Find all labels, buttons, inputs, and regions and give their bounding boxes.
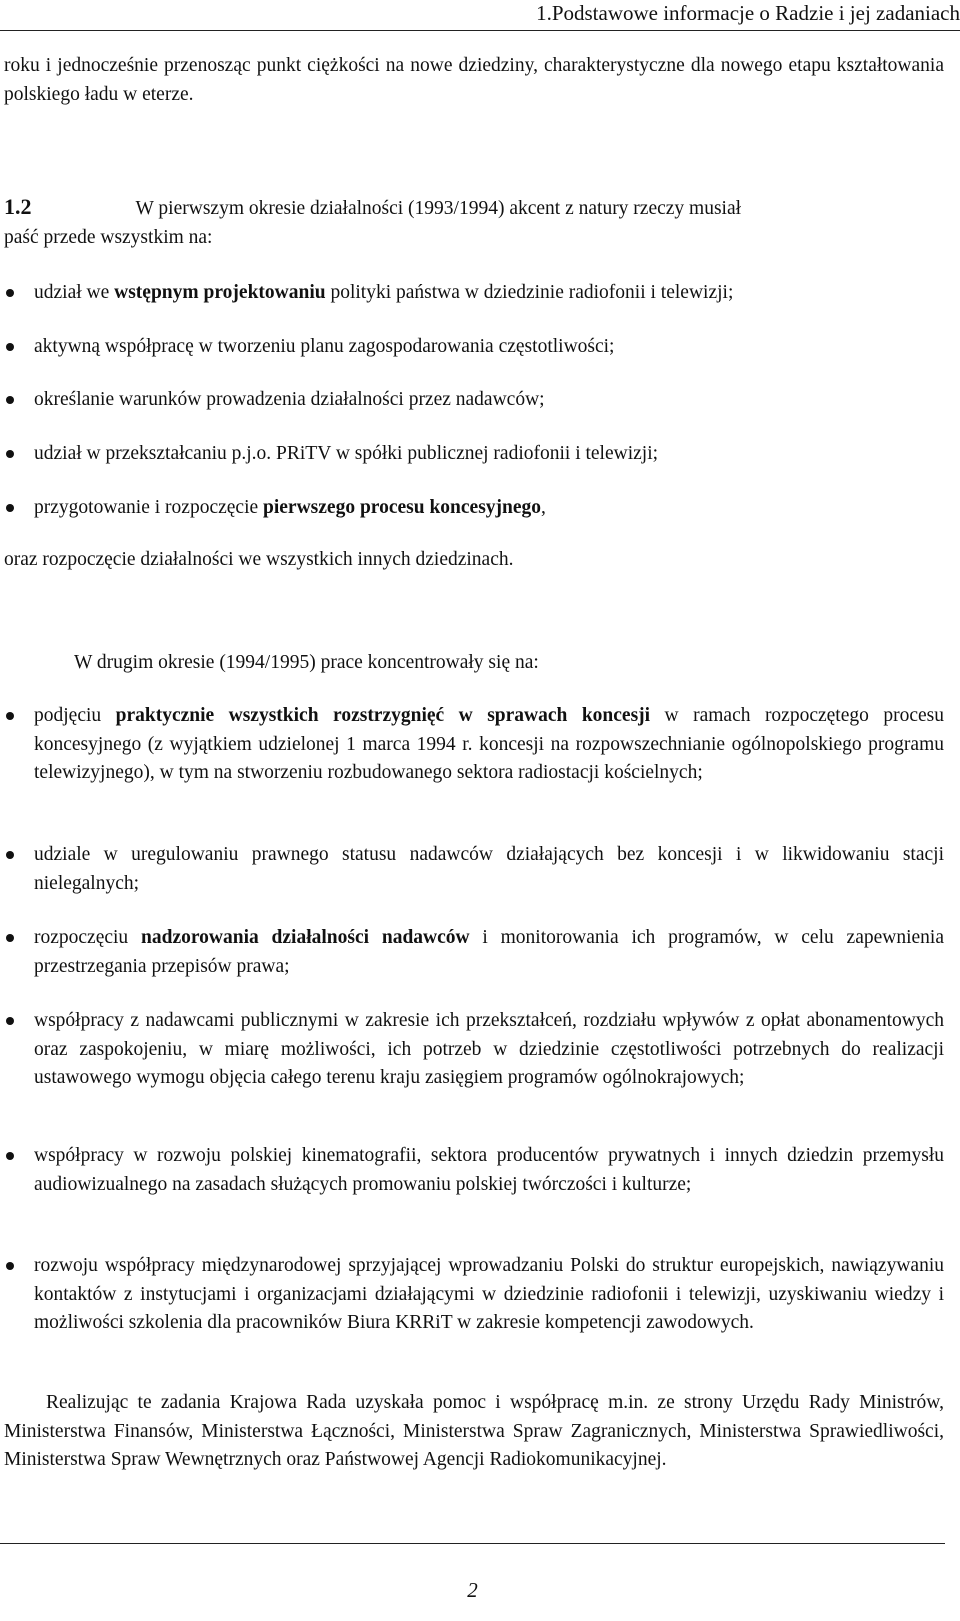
list1-item-bold: pierwszego procesu koncesyjnego (263, 497, 542, 518)
list2-item-text-end: w ramach rozpoczętego procesu koncesyjnego (z wyjątkiem udzielonej 1 marca 1994 r. koncesji na rozpowszechnianie ogólnopolskiego programu telewizyjnego), w tym na stworzeniu rozbudowanego sektora radiostacji kościelnych; (34, 705, 944, 783)
list1-item-text: określanie warunków prowadzenia działalności przez nadawców; (34, 389, 545, 410)
bullet-icon (6, 289, 14, 297)
list2-item (4, 702, 944, 788)
list1-item (4, 279, 944, 308)
bullet-icon (6, 851, 14, 859)
list2-item-text: podjęciu (34, 705, 116, 726)
list1-item-text-end: polityki państwa w dziedzinie radiofonii i telewizji; (325, 282, 734, 303)
second-period-intro: W drugim okresie (1994/1995) prace koncentrowały się na: (74, 652, 539, 673)
list2-item-text: rozwoju współpracy międzynarodowej sprzyjającej wprowadzaniu Polski do struktur europejskich, nawiązywaniu kontaktów z instytucjami i organizacjami działającymi w dziedzinie radiofonii i telewizji, uzyskiwaniu wiedzy i możliwości szkolenia dla pracowników Biura KRRiT w zakresie kompetencji zawodowych. (34, 1255, 944, 1333)
intro-paragraph: roku i jednocześnie przenosząc punkt ciężkości na nowe dziedziny, charakterystyczne dla nowego etapu kształtowania polskiego ładu w eterze. (4, 55, 944, 105)
list2-item (4, 924, 944, 981)
bullet-icon (6, 1017, 14, 1025)
running-header: 1.Podstawowe informacje o Radzie i jej zadaniach (536, 1, 960, 25)
bullet-icon (6, 1152, 14, 1160)
list1-item-text: udział we (34, 282, 115, 303)
section-lead-line2: paść przede wszystkim na: (4, 226, 213, 248)
bullet-icon (6, 1262, 14, 1270)
section-number: 1.2 (4, 194, 32, 219)
closing-paragraph: Realizując te zadania Krajowa Rada uzyskała pomoc i współpracę m.in. ze strony Urzędu Rady Ministrów, Ministerstwa Finansów, Ministerstwa Łączności, Ministerstwa Spraw Zagranicznych, Ministerstwa Sprawiedliwości, Ministerstwa Spraw Wewnętrznych oraz Państwowej Agencji Radiokomunikacyjnej. (4, 1392, 944, 1470)
list1-item-text: udział w przekształcaniu p.j.o. PRiTV w spółki publicznej radiofonii i telewizji; (34, 443, 659, 464)
list2-item-bold: praktycznie wszystkich rozstrzygnięć w sprawach koncesji (115, 705, 651, 726)
bullet-icon (6, 450, 14, 458)
list1-item (4, 333, 944, 362)
list1-item (4, 386, 944, 415)
list2-item-bold: nadzorowania działalności nadawców (141, 927, 470, 948)
bullet-icon (6, 934, 14, 942)
header-rule (0, 30, 960, 31)
footer-rule (0, 1543, 945, 1544)
list1-item (4, 494, 944, 523)
page-number: 2 (467, 1578, 478, 1602)
list2-item (4, 841, 944, 898)
list2-item-text: współpracy w rozwoju polskiej kinematografii, sektora producentów prywatnych i innych dziedzin przemysłu audiowizualnego na zasadach służących promowaniu polskiej twórczości i kulturze; (34, 1145, 944, 1195)
section-lead-line1: W pierwszym okresie działalności (1993/1994) akcent z natury rzeczy musiał (135, 198, 742, 219)
list1-item-text-end: , (541, 497, 546, 518)
list1-item (4, 440, 944, 469)
list1-item-text: przygotowanie i rozpoczęcie (34, 497, 264, 518)
section-1-2 (4, 193, 944, 252)
bullet-icon (6, 343, 14, 351)
bullet-icon (6, 396, 14, 404)
list2-item-text: rozpoczęciu (34, 927, 141, 948)
list2-item (4, 1252, 944, 1338)
list1-after-paragraph: oraz rozpoczęcie działalności we wszystkich innych dziedzinach. (4, 549, 514, 570)
list2-item (4, 1007, 944, 1093)
bullet-icon (6, 712, 14, 720)
list1-item-text: aktywną współpracę w tworzeniu planu zagospodarowania częstotliwości; (34, 336, 615, 357)
list2-item-text: współpracy z nadawcami publicznymi w zakresie ich przekształceń, rozdziału wpływów z opłat abonamentowych oraz zaspokojeniu, w miarę możliwości, ich potrzeb w dziedzinie częstotliwości potrzebnych do realizacji ustawowego wymogu objęcia całego terenu kraju zasięgiem programów ogólnokrajowych; (34, 1010, 944, 1088)
bullet-icon (6, 504, 14, 512)
list2-item-text: udziale w uregulowaniu prawnego statusu nadawców działających bez koncesji i w likwidowaniu stacji nielegalnych; (34, 844, 944, 894)
list2-item-text-end: i monitorowania ich programów, w celu zapewnienia przestrzegania przepisów prawa; (34, 927, 944, 977)
list1-item-bold: wstępnym projektowaniu (114, 282, 326, 303)
list2-item (4, 1142, 944, 1199)
